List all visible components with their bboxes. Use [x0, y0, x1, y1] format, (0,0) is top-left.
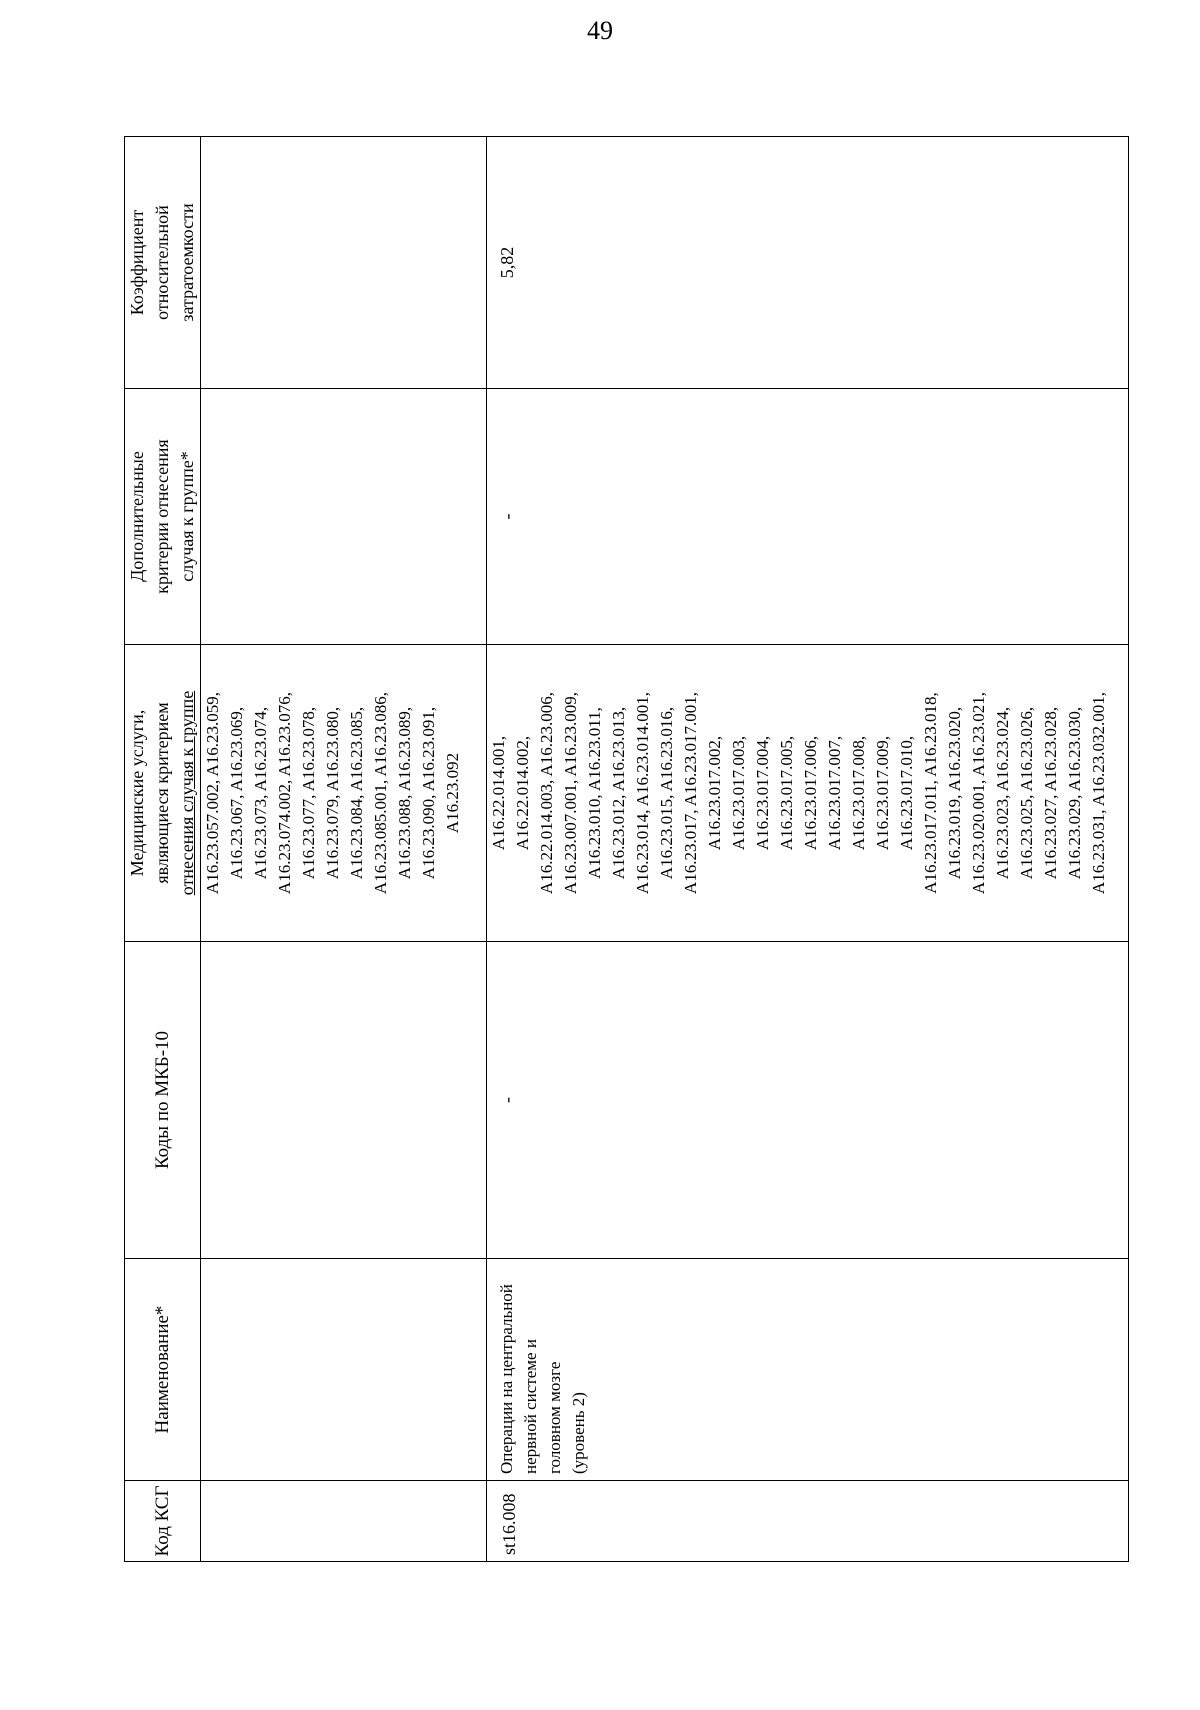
- header-coef-line: Коэффициент: [127, 209, 147, 316]
- service-code-line: A16.23.084, A16.23.085,: [347, 706, 366, 880]
- service-code-line: A16.23.017, A16.23.017.001,: [681, 691, 700, 895]
- service-code-line: A16.23.015, A16.23.016,: [657, 706, 676, 880]
- service-code-line: A16.23.017.008,: [849, 735, 868, 851]
- service-code-line: A16.23.031, A16.23.032.001,: [1089, 691, 1108, 895]
- header-extra-line: критерии отнесения: [152, 439, 172, 594]
- cell-name: [201, 1259, 487, 1481]
- service-code-line: A16.23.017.005,: [777, 735, 796, 851]
- header-services: [125, 645, 201, 942]
- service-code-line: A16.23.017.007,: [825, 735, 844, 851]
- name-line: (уровень 2): [569, 1392, 588, 1474]
- header-coefficient: [125, 137, 201, 389]
- service-code-line: A16.23.020.001, A16.23.021,: [969, 691, 988, 895]
- service-code-line: A16.23.074.002, A16.23.076,: [275, 691, 294, 895]
- service-code-line: A16.23.067, A16.23.069,: [227, 706, 246, 880]
- name-line: нервной системе и: [521, 1339, 540, 1474]
- service-code-line: A16.23.025, A16.23.026,: [1017, 706, 1036, 880]
- cell-extra-criteria: -: [487, 389, 1129, 645]
- service-code-line: A16.22.014.002,: [513, 735, 532, 851]
- header-coef-line: затратоемкости: [177, 203, 197, 322]
- cell-icd10: [201, 942, 487, 1259]
- header-coef-line: относительной: [152, 205, 172, 320]
- table-header-row: [125, 137, 201, 1562]
- name-line: Операции на центральной: [497, 1284, 516, 1474]
- cell-coefficient: 5,82: [487, 137, 1129, 389]
- header-extra-line: случая к группе*: [177, 451, 197, 582]
- service-code-line: A16.22.014.003, A16.23.006,: [537, 691, 556, 895]
- cell-ksg-code: st16.008: [487, 1481, 1129, 1562]
- service-code-line: A16.23.017.009,: [873, 735, 892, 851]
- service-code-line: A16.23.007.001, A16.23.009,: [561, 691, 580, 895]
- cell-services: [487, 645, 1129, 942]
- service-code-line: A16.23.092: [443, 752, 462, 834]
- service-code-line: A16.23.090, A16.23.091,: [419, 706, 438, 880]
- service-code-line: A16.23.057.002, A16.23.059,: [203, 691, 222, 895]
- cell-icd10: -: [487, 942, 1129, 1259]
- service-code-line: A16.23.027, A16.23.028,: [1041, 706, 1060, 880]
- service-code-line: A16.23.077, A16.23.078,: [299, 706, 318, 880]
- header-services-line: являющиеся критерием: [152, 702, 172, 884]
- cell-ksg-code: [201, 1481, 487, 1562]
- header-extra-line: Дополнительные: [127, 451, 147, 582]
- service-code-line: A16.23.073, A16.23.074,: [251, 706, 270, 880]
- service-code-line: A16.23.017.006,: [801, 735, 820, 851]
- header-extra-criteria: [125, 389, 201, 645]
- page-number: 49: [587, 16, 613, 45]
- cell-extra-criteria: [201, 389, 487, 645]
- header-services-line: Медицинские услуги,: [127, 709, 147, 877]
- ksg-table: [124, 136, 1129, 1562]
- service-code-line: A16.23.019, A16.23.020,: [945, 706, 964, 880]
- service-code-line: A16.23.079, A16.23.080,: [323, 706, 342, 880]
- service-code-line: A16.23.014, A16.23.014.001,: [633, 691, 652, 895]
- cell-name: [487, 1259, 1129, 1481]
- service-code-line: A16.23.023, A16.23.024,: [993, 706, 1012, 880]
- service-code-line: A16.23.017.002,: [705, 735, 724, 851]
- table-row: [201, 137, 487, 1562]
- cell-services: [201, 645, 487, 942]
- service-code-line: A16.23.088, A16.23.089,: [395, 706, 414, 880]
- service-code-line: A16.23.085.001, A16.23.086,: [371, 691, 390, 895]
- service-code-line: A16.23.010, A16.23.011,: [585, 707, 604, 879]
- service-code-line: A16.23.017.010,: [897, 735, 916, 851]
- header-ksg-code: Код КСГ: [125, 1481, 201, 1562]
- service-code-line: A16.23.029, A16.23.030,: [1065, 706, 1084, 880]
- table-row: [487, 137, 1129, 1562]
- ksg-table-container: [124, 137, 1108, 1562]
- service-code-line: A16.22.014.001,: [489, 735, 508, 851]
- rotated-table-frame: [124, 137, 1108, 1562]
- name-line: головном мозге: [545, 1361, 564, 1474]
- cell-coefficient: [201, 137, 487, 389]
- header-services-line: отнесения случая к группе: [177, 690, 197, 896]
- service-code-line: A16.23.017.011, A16.23.018,: [921, 692, 940, 894]
- header-name: Наименование*: [125, 1259, 201, 1481]
- service-code-line: A16.23.017.003,: [729, 735, 748, 851]
- service-code-line: A16.23.017.004,: [753, 735, 772, 851]
- service-code-line: A16.23.012, A16.23.013,: [609, 706, 628, 880]
- header-icd10: Коды по МКБ-10: [125, 942, 201, 1259]
